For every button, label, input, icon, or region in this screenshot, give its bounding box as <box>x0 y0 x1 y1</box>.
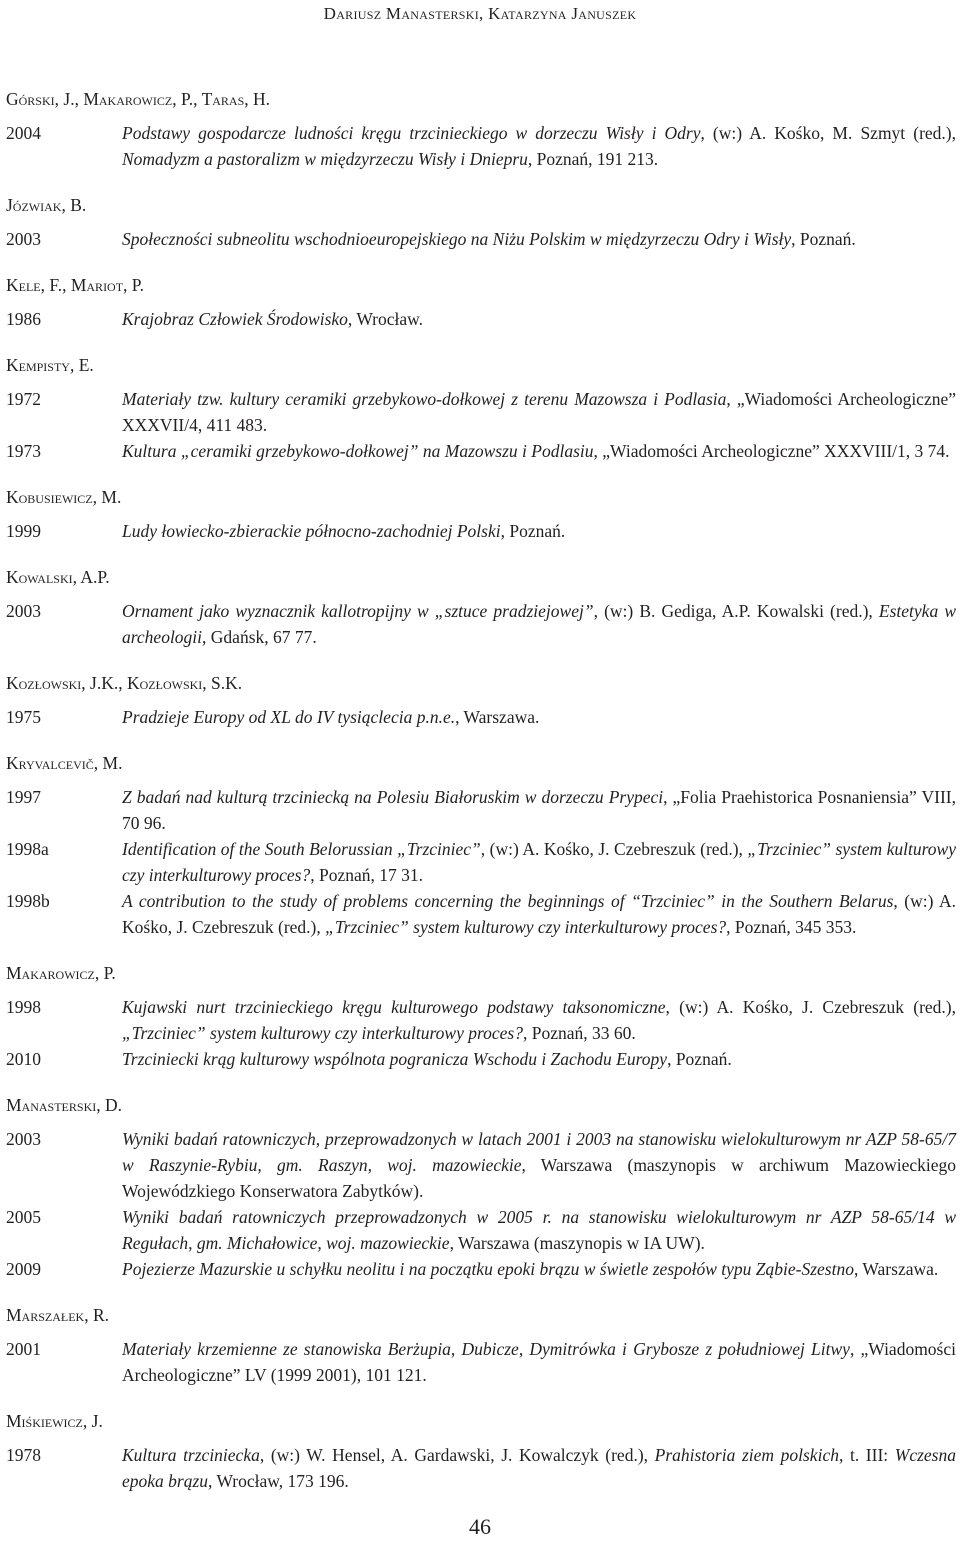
reference-entry <box>6 386 956 438</box>
reference-details: , Warszawa (maszynopis w IA UW). <box>449 1233 705 1253</box>
reference-title: Ornament jako wyznacznik kallotropijny w „sztuce pradziejowej” <box>122 601 594 621</box>
author-heading: Makarowicz, P. <box>6 963 116 983</box>
bibliography-group <box>6 564 956 650</box>
reference-entry <box>6 306 956 332</box>
reference-text <box>122 1256 956 1282</box>
reference-year: 1986 <box>6 309 41 329</box>
reference-details: , (w:) B. Gediga, A.P. Kowalski (red.), <box>593 601 879 621</box>
reference-year: 1998a <box>6 839 49 859</box>
bibliography <box>6 86 956 1514</box>
reference-title: Materiały krzemienne ze stanowiska Berżupia, Dubicze, Dymitrówka i Grybosze z południowej Litwy <box>122 1339 850 1359</box>
reference-details: , t. III: <box>838 1445 895 1465</box>
reference-details: , (w:) A. Kośko, M. Szmyt (red.), <box>700 123 956 143</box>
author-heading: Kobusiewicz, M. <box>6 487 122 507</box>
bibliography-group <box>6 670 956 730</box>
reference-title: Kultura trzciniecka <box>122 1445 260 1465</box>
reference-title: Kultura „ceramiki grzebykowo-dołkowej” na Mazowszu i Podlasiu <box>122 441 594 461</box>
reference-text <box>122 386 956 438</box>
reference-details: , Poznań. <box>667 1049 732 1069</box>
reference-text <box>122 1336 956 1388</box>
reference-text <box>122 1204 956 1256</box>
reference-details: , Poznań. <box>500 521 566 541</box>
reference-text <box>122 438 956 464</box>
bibliography-group <box>6 192 956 252</box>
reference-entry <box>6 888 956 940</box>
reference-title: Identification of the South Belorussian „Trzciniec” <box>122 839 481 859</box>
reference-title: A contribution to the study of problems concerning the beginnings of “Trzciniec” in the Southern Belarus <box>122 891 894 911</box>
reference-title: Trzciniecki krąg kulturowy wspólnota pogranicza Wschodu i Zachodu Europy <box>122 1049 668 1069</box>
reference-year: 2003 <box>6 1129 41 1149</box>
reference-year: 2004 <box>6 123 41 143</box>
author-heading: Kowalski, A.P. <box>6 567 110 587</box>
reference-title: Prahistoria ziem polskich <box>654 1445 839 1465</box>
reference-entry <box>6 1256 956 1282</box>
reference-entry <box>6 438 956 464</box>
reference-title: Materiały tzw. kultury ceramiki grzebykowo-dołkowej z terenu Mazowsza i Podlasia <box>122 389 727 409</box>
author-heading: Józwiak, B. <box>6 195 87 215</box>
reference-details: , (w:) W. Hensel, A. Gardawski, J. Kowalczyk (red.), <box>259 1445 655 1465</box>
reference-details: , Wrocław, 173 196. <box>208 1471 349 1491</box>
reference-title: Społeczności subneolitu wschodnioeuropejskiego na Niżu Polskim w międzyrzeczu Odry i Wisły <box>122 229 792 249</box>
reference-details: , Poznań. <box>791 229 856 249</box>
reference-text <box>122 226 956 252</box>
reference-details: , (w:) A. Kośko, J. Czebreszuk (red.), <box>122 891 957 937</box>
reference-title: Krajobraz Człowiek Środowisko <box>122 309 348 329</box>
author-heading: Górski, J., Makarowicz, P., Taras, H. <box>6 89 271 109</box>
bibliography-group <box>6 1302 956 1388</box>
bibliography-group <box>6 352 956 464</box>
bibliography-group <box>6 750 956 940</box>
reference-year: 1973 <box>6 441 41 461</box>
reference-entry <box>6 518 956 544</box>
reference-details: , Wrocław. <box>347 309 424 329</box>
reference-text <box>122 836 956 888</box>
reference-title: „Trzciniec” system kulturowy czy interkulturowy proces? <box>122 839 956 885</box>
reference-entry <box>6 226 956 252</box>
reference-text <box>122 306 956 332</box>
reference-entry <box>6 1442 956 1494</box>
bibliography-group <box>6 272 956 332</box>
reference-entry <box>6 784 956 836</box>
reference-year: 1999 <box>6 521 41 541</box>
reference-entry <box>6 836 956 888</box>
reference-title: Nomadyzm a pastoralizm w międzyrzeczu Wisły i Dniepru <box>122 149 528 169</box>
reference-text <box>122 888 956 940</box>
reference-year: 1998b <box>6 891 50 911</box>
reference-title: Kujawski nurt trzcinieckiego kręgu kulturowego podstawy taksonomiczne <box>122 997 666 1017</box>
author-heading: Marszałek, R. <box>6 1305 110 1325</box>
bibliography-group <box>6 484 956 544</box>
reference-details: , Warszawa. <box>455 707 540 727</box>
reference-title: Pojezierze Mazurskie u schyłku neolitu i na początku epoki brązu w świetle zespołów typu Ząbie-Szestno <box>122 1259 854 1279</box>
reference-text <box>122 784 956 836</box>
reference-entry <box>6 1336 956 1388</box>
reference-entry <box>6 120 956 172</box>
reference-year: 2010 <box>6 1049 41 1069</box>
reference-year: 1997 <box>6 787 41 807</box>
reference-year: 1975 <box>6 707 41 727</box>
reference-entry <box>6 704 956 730</box>
reference-details: , Poznań, 33 60. <box>523 1023 636 1043</box>
reference-text <box>122 1126 956 1204</box>
reference-title: Pradzieje Europy od XL do IV tysiąclecia p.n.e. <box>122 707 456 727</box>
reference-text <box>122 994 956 1046</box>
author-heading: Manasterski, D. <box>6 1095 122 1115</box>
reference-title: „Trzciniec” system kulturowy czy interkulturowy proces? <box>122 1023 523 1043</box>
reference-details: , (w:) A. Kośko, J. Czebreszuk (red.), <box>480 839 748 859</box>
reference-year: 2001 <box>6 1339 41 1359</box>
reference-title: Wczesna epoka brązu <box>122 1445 956 1491</box>
reference-details: , Warszawa. <box>853 1259 939 1279</box>
reference-title: Estetyka w archeologii <box>122 601 956 647</box>
author-heading: Kryvalcevič, M. <box>6 753 123 773</box>
reference-details: , „Wiadomości Archeologiczne” XXXVIII/1, 3 74. <box>593 441 950 461</box>
author-heading: Kempisty, E. <box>6 355 94 375</box>
reference-entry <box>6 1126 956 1204</box>
reference-year: 2003 <box>6 229 41 249</box>
running-head: Dariusz Manasterski, Katarzyna Januszek <box>323 4 637 23</box>
reference-details: , Poznań, 345 353. <box>726 917 857 937</box>
reference-details: , Gdańsk, 67 77. <box>202 627 317 647</box>
reference-title: Wyniki badań ratowniczych przeprowadzonych w 2005 r. na stanowisku wielokulturowym nr AZP 58-65/14 w Regułach, gm. Michałowice, woj. mazowieckie <box>122 1207 956 1253</box>
author-heading: Kozłowski, J.K., Kozłowski, S.K. <box>6 673 243 693</box>
bibliography-group <box>6 960 956 1072</box>
reference-entry <box>6 1204 956 1256</box>
reference-details: , Poznań, 191 213. <box>527 149 659 169</box>
bibliography-group <box>6 86 956 172</box>
reference-year: 2009 <box>6 1259 41 1279</box>
reference-year: 1998 <box>6 997 41 1017</box>
author-heading: Kele, F., Mariot, P. <box>6 275 144 295</box>
reference-year: 2005 <box>6 1207 41 1227</box>
reference-details: , Poznań, 17 31. <box>310 865 424 885</box>
reference-entry <box>6 598 956 650</box>
reference-title: Podstawy gospodarcze ludności kręgu trzcinieckiego w dorzeczu Wisły i Odry <box>122 123 701 143</box>
reference-text <box>122 120 956 172</box>
reference-text <box>122 518 956 544</box>
reference-year: 1978 <box>6 1445 41 1465</box>
reference-entry <box>6 1046 956 1072</box>
reference-text <box>122 704 956 730</box>
reference-title: Z badań nad kulturą trzciniecką na Polesiu Białoruskim w dorzeczu Prypeci <box>122 787 664 807</box>
reference-text <box>122 598 956 650</box>
bibliography-group <box>6 1092 956 1282</box>
reference-details: , (w:) A. Kośko, J. Czebreszuk (red.), <box>665 997 956 1017</box>
reference-title: Wyniki badań ratowniczych, przeprowadzonych w latach 2001 i 2003 na stanowisku wielokulturowym nr AZP 58-65/7 w Raszynie-Rybiu, gm. Raszyn, woj. mazowieckie <box>122 1129 956 1175</box>
reference-details: , Warszawa (maszynopis w archiwum Mazowieckiego Wojewódzkiego Konserwatora Zabytków). <box>122 1155 956 1201</box>
reference-details: , „Wiadomości Archeologiczne” XXXVII/4, 411 483. <box>122 389 957 435</box>
reference-entry <box>6 994 956 1046</box>
reference-year: 2003 <box>6 601 41 621</box>
author-heading: Miśkiewicz, J. <box>6 1411 103 1431</box>
reference-details: , „Wiadomości Archeologiczne” LV (1999 2001), 101 121. <box>122 1339 956 1385</box>
reference-text <box>122 1442 956 1494</box>
reference-title: Ludy łowiecko-zbierackie północno-zachodniej Polski <box>122 521 501 541</box>
bibliography-group <box>6 1408 956 1494</box>
reference-text <box>122 1046 956 1072</box>
page-number: 46 <box>469 1514 491 1539</box>
reference-title: „Trzciniec” system kulturowy czy interkulturowy proces? <box>325 917 727 937</box>
reference-year: 1972 <box>6 389 41 409</box>
reference-details: , „Folia Praehistorica Posnaniensia” VIII, 70 96. <box>122 787 957 833</box>
